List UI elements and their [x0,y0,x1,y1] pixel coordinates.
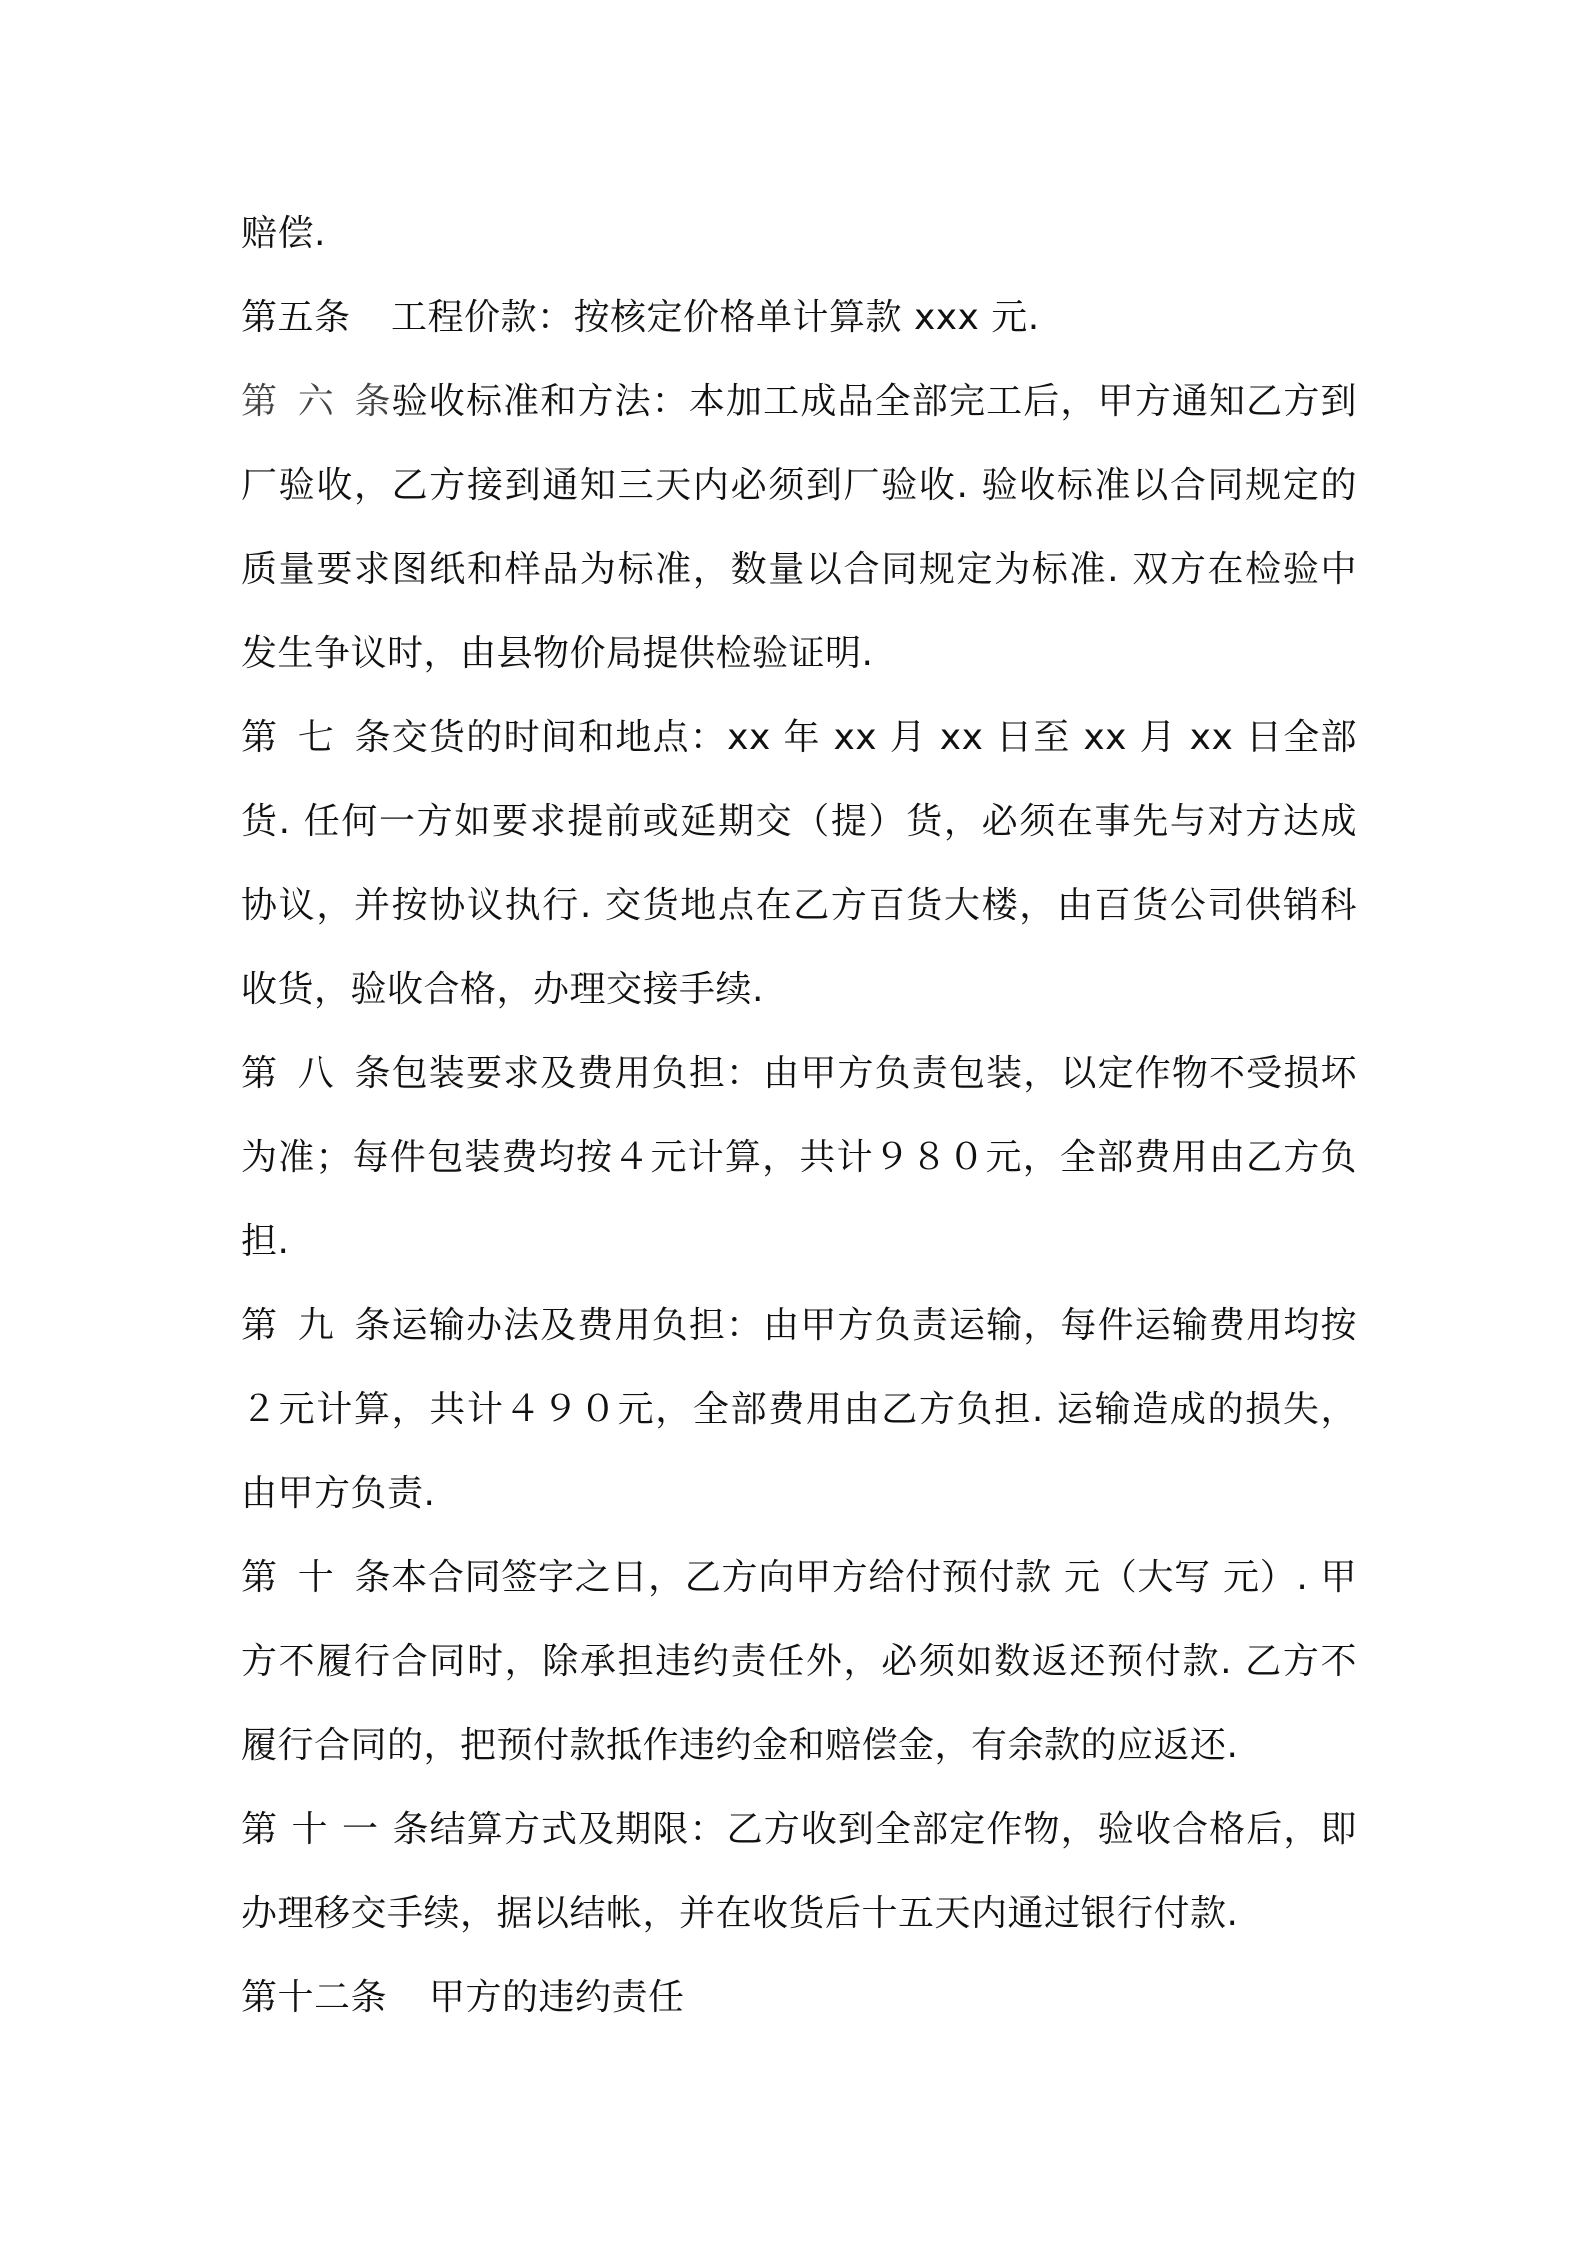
line-text: 担. [241,1221,290,1262]
clause-12-line [241,1956,1357,2040]
line-text: 由甲方负责. [241,1473,436,1514]
line-text: 发生争议时，由县物价局提供检验证明. [241,633,874,674]
clause-label: 第十条 [241,1557,391,1598]
clause-label: 第十二条 [241,1977,388,2018]
line-text: 交货的时间和地点：xx 年 xx 月 xx 日至 xx 月 xx 日全部 [391,717,1357,758]
line-text: 方不履行合同时，除承担违约责任外，必须如数返还预付款. 乙方不 [241,1641,1357,1682]
line-text: 甲方的违约责任 [429,1977,685,2018]
clause-5-line [241,276,1357,360]
line-text: 工程价款：按核定价格单计算款 xxx 元. [391,297,1040,338]
line-text: 包装要求及费用负担：由甲方负责包装，以定作物不受损坏 [391,1053,1357,1094]
clause-label: 第五条 [241,297,351,338]
line-text: 验收标准和方法：本加工成品全部完工后，甲方通知乙方到 [391,381,1357,422]
text-line [241,192,1357,276]
text-line [241,444,1357,528]
text-line [241,1452,1357,1536]
clause-label: 第六条 [241,381,391,422]
line-text: 赔偿. [241,213,326,254]
line-text: 办理移交手续，据以结帐，并在收货后十五天内通过银行付款. [241,1893,1239,1934]
clause-11-line [241,1788,1357,1872]
clause-8-line [241,1032,1357,1116]
clause-label: 第八条 [241,1053,391,1094]
line-text: 货. 任何一方如要求提前或延期交（提）货，必须在事先与对方达成 [241,801,1357,842]
text-line [241,948,1357,1032]
text-line [241,528,1357,612]
line-text: ２元计算，共计４９０元，全部费用由乙方负担. 运输造成的损失， [241,1389,1357,1430]
text-line [241,1368,1357,1452]
clause-label: 第十一条 [241,1809,429,1850]
clause-6-line [241,360,1357,444]
text-line [241,1704,1357,1788]
line-text: 运输办法及费用负担：由甲方负责运输，每件运输费用均按 [391,1305,1357,1346]
line-text: 质量要求图纸和样品为标准，数量以合同规定为标准. 双方在检验中 [241,549,1357,590]
line-text: 厂验收，乙方接到通知三天内必须到厂验收. 验收标准以合同规定的 [241,465,1357,506]
clause-10-line [241,1536,1357,1620]
clause-7-line [241,696,1357,780]
line-text: 本合同签字之日，乙方向甲方给付预付款 元（大写 元）. 甲 [391,1557,1357,1598]
clause-label: 第九条 [241,1305,391,1346]
line-text: 为准；每件包装费均按４元计算，共计９８０元，全部费用由乙方负 [241,1137,1357,1178]
text-line [241,864,1357,948]
contract-body [241,192,1357,2040]
text-line [241,1116,1357,1200]
line-text: 协议，并按协议执行. 交货地点在乙方百货大楼，由百货公司供销科 [241,885,1357,926]
line-text: 履行合同的，把预付款抵作违约金和赔偿金，有余款的应返还. [241,1725,1239,1766]
text-line [241,780,1357,864]
clause-label: 第七条 [241,717,391,758]
text-line [241,612,1357,696]
text-line [241,1620,1357,1704]
clause-9-line [241,1284,1357,1368]
text-line [241,1872,1357,1956]
line-text: 收货，验收合格，办理交接手续. [241,969,764,1010]
line-text: 结算方式及期限：乙方收到全部定作物，验收合格后，即 [429,1809,1357,1850]
text-line [241,1200,1357,1284]
